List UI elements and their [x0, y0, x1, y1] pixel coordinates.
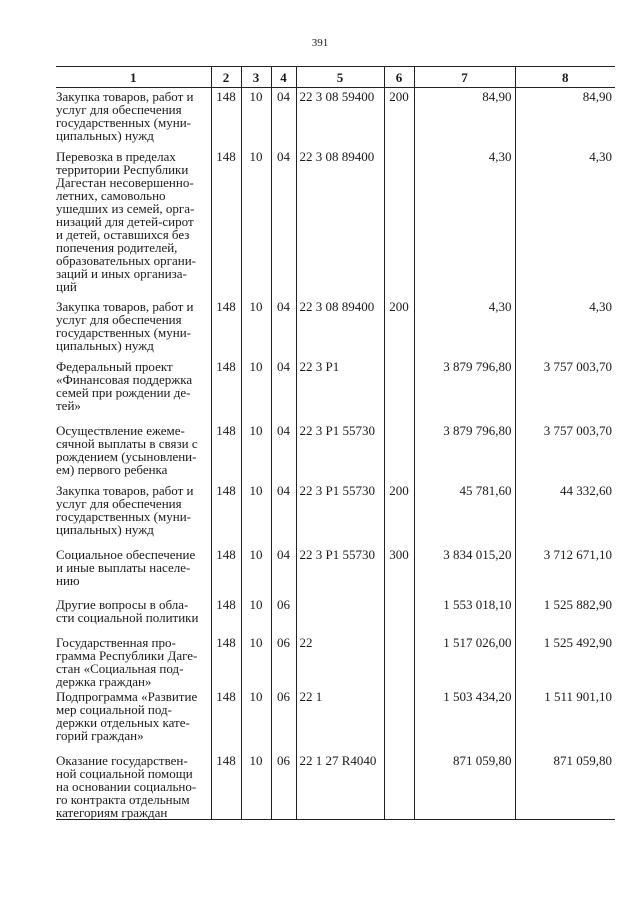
subsection-cell: 04	[271, 358, 296, 422]
section-cell: 10	[241, 634, 271, 688]
target-article-cell: 22 1 27 R4040	[296, 752, 384, 820]
expense-type-cell: 200	[384, 482, 414, 546]
amount-year2-cell: 1 525 882,90	[515, 596, 615, 634]
column-header: 1	[56, 67, 211, 88]
subsection-cell: 04	[271, 422, 296, 482]
amount-year2-cell: 4,30	[515, 298, 615, 358]
section-cell: 10	[241, 88, 271, 148]
ministry-code-cell: 148	[211, 422, 241, 482]
column-header: 7	[414, 67, 515, 88]
target-article-cell: 22 3 08 89400	[296, 148, 384, 298]
target-article-cell: 22 3 P1 55730	[296, 482, 384, 546]
target-article-cell: 22 3 P1	[296, 358, 384, 422]
amount-year1-cell: 4,30	[414, 148, 515, 298]
target-article-cell: 22	[296, 634, 384, 688]
ministry-code-cell: 148	[211, 596, 241, 634]
table-row	[56, 298, 615, 358]
amount-year2-cell: 84,90	[515, 88, 615, 148]
amount-year2-cell: 3 757 003,70	[515, 422, 615, 482]
expense-type-cell	[384, 148, 414, 298]
ministry-code-cell: 148	[211, 752, 241, 820]
expense-type-cell	[384, 422, 414, 482]
table-row	[56, 546, 615, 596]
table-row	[56, 148, 615, 298]
section-cell: 10	[241, 688, 271, 752]
column-header: 2	[211, 67, 241, 88]
subsection-cell: 04	[271, 148, 296, 298]
section-cell: 10	[241, 298, 271, 358]
table-row	[56, 88, 615, 148]
ministry-code-cell: 148	[211, 634, 241, 688]
section-cell: 10	[241, 422, 271, 482]
expense-type-cell	[384, 634, 414, 688]
column-header: 4	[271, 67, 296, 88]
ministry-code-cell: 148	[211, 88, 241, 148]
expense-type-cell: 200	[384, 88, 414, 148]
table-row	[56, 358, 615, 422]
ministry-code-cell: 148	[211, 688, 241, 752]
subsection-cell: 04	[271, 298, 296, 358]
table-row	[56, 596, 615, 634]
table-row	[56, 752, 615, 820]
row-name-cell: Социальное обеспечение и иные выплаты населе- нию	[56, 546, 196, 588]
amount-year1-cell: 1 517 026,00	[414, 634, 515, 688]
row-name-cell: Перевозка в пределах территории Республики Дагестан несовершенно- летних, самовольно ушедших из семей, орга- низаций для детей-сирот и детей, оставшихся без попечения родителей, образовательных органи- заций и иных организа- ций	[56, 148, 196, 294]
amount-year1-cell: 3 879 796,80	[414, 422, 515, 482]
ministry-code-cell: 148	[211, 482, 241, 546]
amount-year2-cell: 871 059,80	[515, 752, 615, 820]
expense-type-cell: 200	[384, 298, 414, 358]
row-name-cell: Оказание государствен- ной социальной помощи на основании социально- го контракта отдельным категориям граждан	[56, 752, 211, 820]
amount-year1-cell: 871 059,80	[414, 752, 515, 820]
target-article-cell: 22 3 P1 55730	[296, 422, 384, 482]
subsection-cell: 04	[271, 88, 296, 148]
row-name-cell: Подпрограмма «Развитие мер социальной под- держки отдельных кате- горий граждан»	[56, 688, 198, 743]
ministry-code-cell: 148	[211, 358, 241, 422]
section-cell: 10	[241, 358, 271, 422]
amount-year1-cell: 1 553 018,10	[414, 596, 515, 634]
ministry-code-cell: 148	[211, 148, 241, 298]
amount-year1-cell: 4,30	[414, 298, 515, 358]
section-cell: 10	[241, 752, 271, 820]
column-header: 3	[241, 67, 271, 88]
ministry-code-cell: 148	[211, 298, 241, 358]
subsection-cell: 06	[271, 634, 296, 688]
target-article-cell	[296, 596, 384, 634]
table-row	[56, 422, 615, 482]
subsection-cell: 06	[271, 596, 296, 634]
row-name-cell: Федеральный проект «Финансовая поддержка семей при рождении де- тей»	[56, 358, 193, 413]
column-header: 8	[515, 67, 615, 88]
amount-year1-cell: 84,90	[414, 88, 515, 148]
expense-type-cell	[384, 596, 414, 634]
expense-type-cell	[384, 752, 414, 820]
table-row	[56, 634, 615, 688]
target-article-cell: 22 1	[296, 688, 384, 752]
section-cell: 10	[241, 546, 271, 596]
section-cell: 10	[241, 596, 271, 634]
expense-type-cell	[384, 688, 414, 752]
amount-year2-cell: 3 757 003,70	[515, 358, 615, 422]
section-cell: 10	[241, 482, 271, 546]
table-header-row	[56, 67, 615, 88]
row-name-cell: Другие вопросы в обла- сти социальной политики	[56, 596, 199, 625]
row-name-cell: Закупка товаров, работ и услуг для обеспечения государственных (муни- ципальных) нужд	[56, 89, 194, 143]
amount-year1-cell: 3 834 015,20	[414, 546, 515, 596]
table-row	[56, 482, 615, 546]
subsection-cell: 06	[271, 688, 296, 752]
page-number: 391	[311, 37, 329, 49]
expense-type-cell: 300	[384, 546, 414, 596]
table-row	[56, 688, 615, 752]
amount-year1-cell: 45 781,60	[414, 482, 515, 546]
target-article-cell: 22 3 P1 55730	[296, 546, 384, 596]
amount-year1-cell: 3 879 796,80	[414, 358, 515, 422]
row-name-cell: Закупка товаров, работ и услуг для обеспечения государственных (муни- ципальных) нужд	[56, 482, 194, 537]
target-article-cell: 22 3 08 89400	[296, 298, 384, 358]
row-name-cell: Осуществление ежеме- сячной выплаты в связи с рождением (усыновлени- ем) первого ребенка	[56, 422, 198, 477]
subsection-cell: 06	[271, 752, 296, 820]
row-name-cell: Закупка товаров, работ и услуг для обеспечения государственных (муни- ципальных) нужд	[56, 298, 194, 353]
amount-year2-cell: 4,30	[515, 148, 615, 298]
ministry-code-cell: 148	[211, 546, 241, 596]
table-body	[56, 88, 615, 820]
target-article-cell: 22 3 08 59400	[296, 88, 384, 148]
column-header: 5	[296, 67, 384, 88]
amount-year2-cell: 1 511 901,10	[515, 688, 615, 752]
row-name-cell: Государственная про- грамма Республики Даге- стан «Социальная под- держка граждан»	[56, 634, 198, 689]
amount-year2-cell: 44 332,60	[515, 482, 615, 546]
budget-table	[56, 66, 615, 820]
subsection-cell: 04	[271, 546, 296, 596]
column-header: 6	[384, 67, 414, 88]
amount-year1-cell: 1 503 434,20	[414, 688, 515, 752]
section-cell: 10	[241, 148, 271, 298]
amount-year2-cell: 3 712 671,10	[515, 546, 615, 596]
amount-year2-cell: 1 525 492,90	[515, 634, 615, 688]
expense-type-cell	[384, 358, 414, 422]
subsection-cell: 04	[271, 482, 296, 546]
